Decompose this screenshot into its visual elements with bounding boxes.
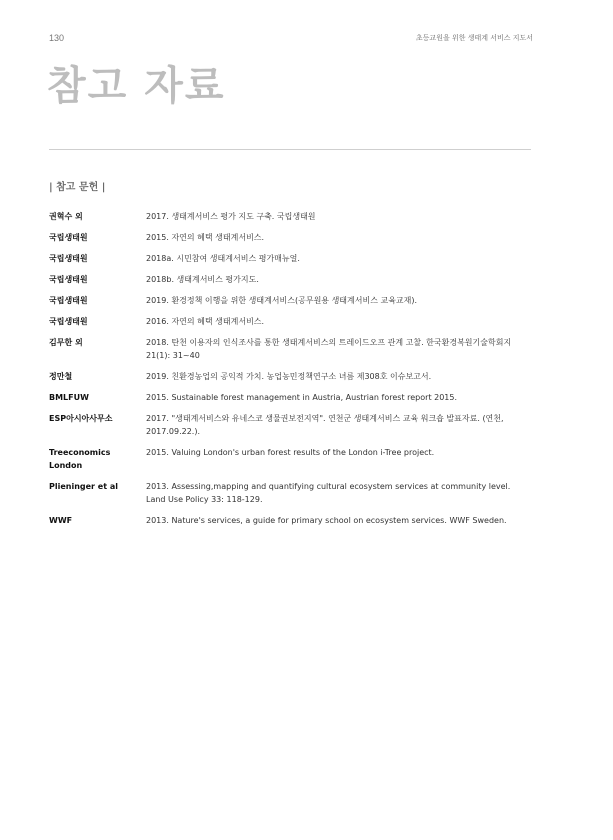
reference-author: WWF [49, 516, 73, 525]
reference-citation: 2017. "생태계서비스와 유네스코 생물권보전지역". 연천군 생태계서비스 교육 워크숍 발표자료. (연천, 2017.09.22.). [146, 414, 504, 436]
reference-citation: 2016. 자연의 혜택 생태계서비스. [146, 317, 265, 326]
reference-citation: 2018. 탄천 이용자의 인식조사를 통한 생태계서비스의 트레이드오프 관계 고찰. 한국환경복원기술학회지 21(1): 31~40 [146, 338, 512, 360]
reference-citation: 2015. Valuing London's urban forest results of the London i-Tree project. [146, 448, 435, 457]
reference-list [49, 210, 529, 535]
reference-item [49, 273, 529, 286]
reference-author: 국립생태원 [49, 233, 88, 242]
reference-item [49, 412, 529, 438]
page-title: 참고 자료 [47, 63, 226, 109]
reference-author: 정만철 [49, 372, 73, 381]
reference-item [49, 252, 529, 265]
section-heading: | 참고 문헌 | [49, 182, 106, 193]
reference-citation: 2017. 생태계서비스 평가 지도 구축. 국립생태원 [146, 212, 316, 221]
reference-citation: 2013. Assessing,mapping and quantifying cultural ecosystem services at community level. Land Use Policy 33: 118-129. [146, 482, 511, 504]
running-header: 초등교원을 위한 생태계 서비스 지도서 [415, 34, 533, 42]
title-divider [49, 149, 531, 150]
reference-item [49, 315, 529, 328]
reference-author: 국립생태원 [49, 296, 88, 305]
reference-item [49, 480, 529, 506]
reference-item [49, 370, 529, 383]
reference-item [49, 294, 529, 307]
reference-citation: 2015. 자연의 혜택 생태계서비스. [146, 233, 265, 242]
page-number: 130 [49, 33, 65, 43]
reference-author: ESP아시아사무소 [49, 414, 113, 423]
reference-citation: 2019. 환경정책 이행을 위한 생태계서비스(공무원용 생태계서비스 교육교재). [146, 296, 418, 305]
reference-author: Plieninger et al [49, 482, 118, 491]
reference-citation: 2015. Sustainable forest management in Austria, Austrian forest report 2015. [146, 393, 458, 402]
reference-item [49, 391, 529, 404]
reference-item [49, 336, 529, 362]
reference-author: Treeconomics London [49, 448, 111, 470]
reference-item [49, 514, 529, 527]
reference-citation: 2013. Nature's services, a guide for primary school on ecosystem services. WWF Sweden. [146, 516, 507, 525]
reference-item [49, 446, 529, 472]
reference-citation: 2019. 친환경농업의 공익적 가치. 농업농민정책연구소 녀름 제308호 이슈보고서. [146, 372, 432, 381]
reference-author: 국립생태원 [49, 317, 88, 326]
reference-author: 국립생태원 [49, 254, 88, 263]
reference-item [49, 210, 529, 223]
reference-item [49, 231, 529, 244]
reference-citation: 2018a. 시민참여 생태계서비스 평가매뉴얼. [146, 254, 300, 263]
reference-author: 권혁수 외 [49, 212, 83, 221]
reference-author: 김무한 외 [49, 338, 83, 347]
reference-author: 국립생태원 [49, 275, 88, 284]
reference-author: BMLFUW [49, 393, 89, 402]
reference-citation: 2018b. 생태계서비스 평가지도. [146, 275, 259, 284]
